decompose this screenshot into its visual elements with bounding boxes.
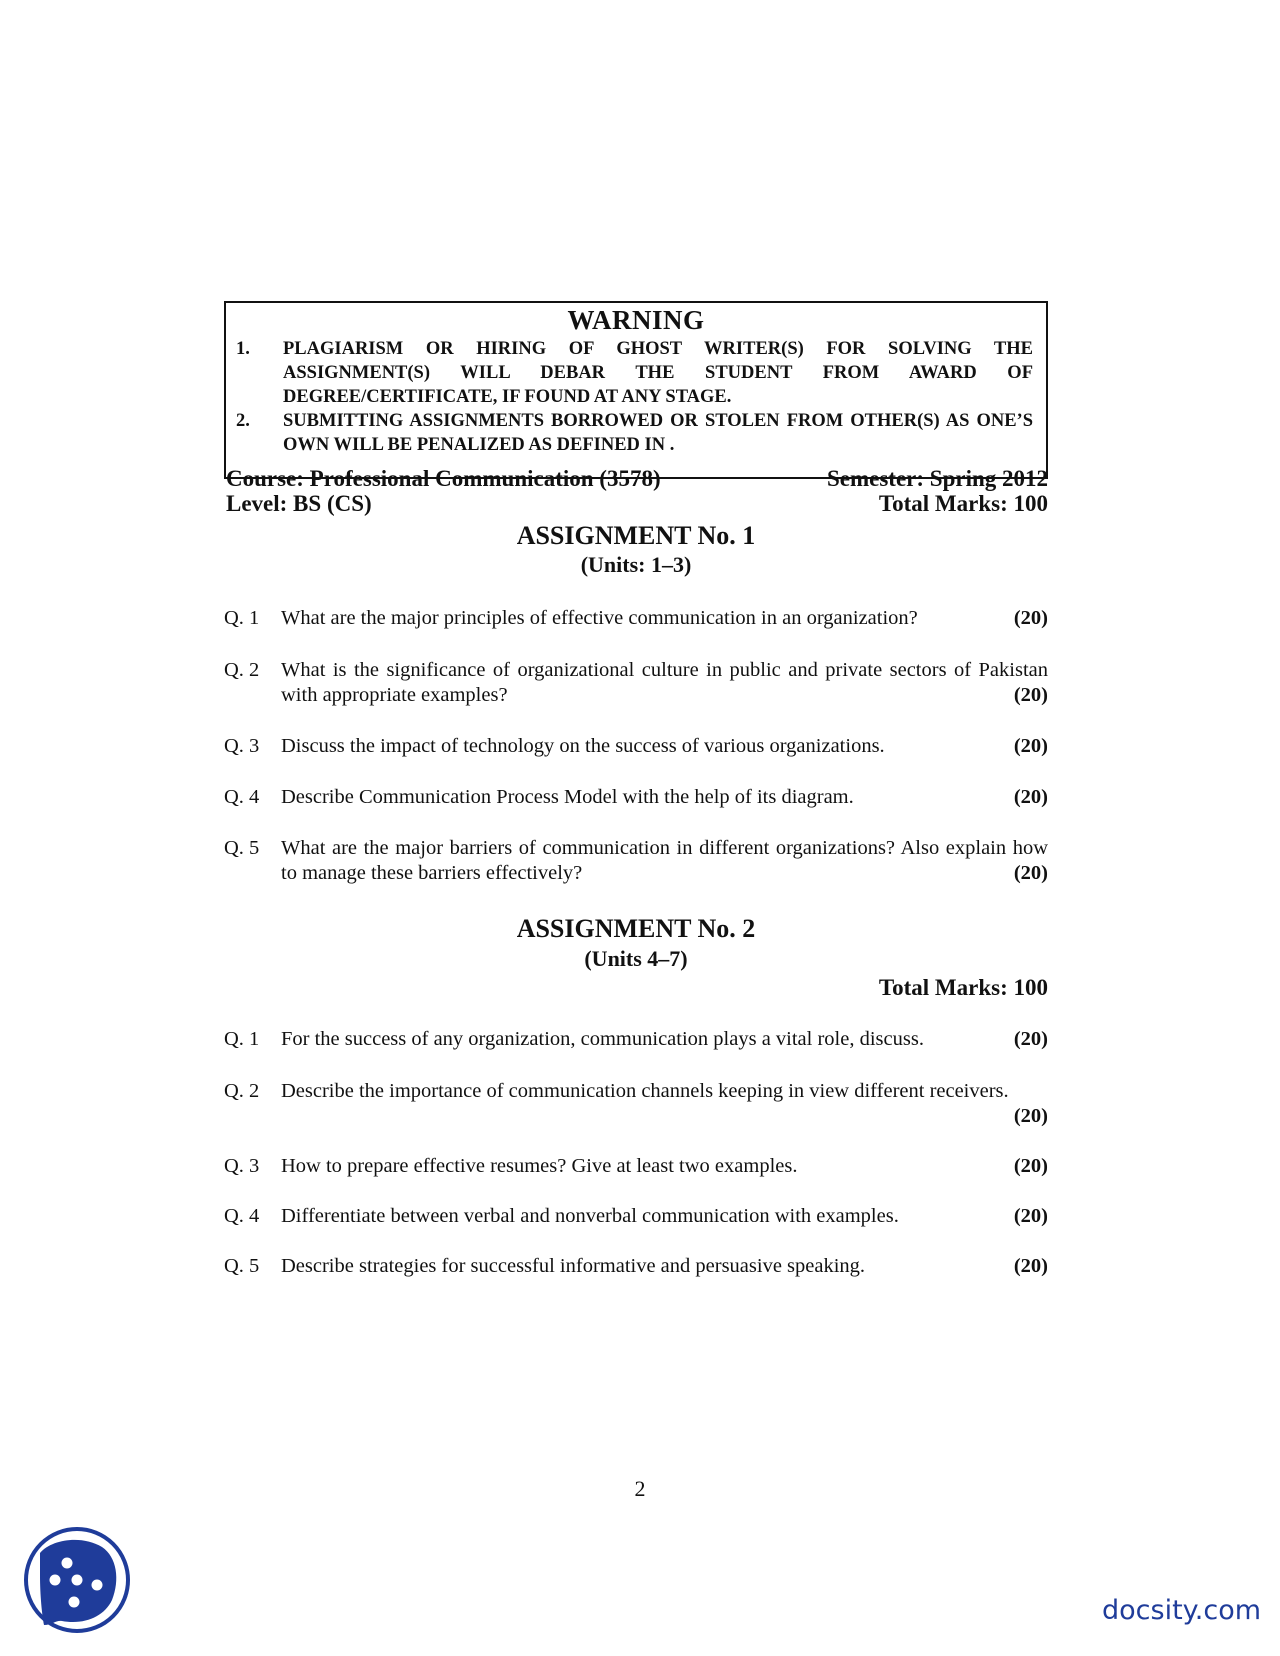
question-marks: (20) — [1013, 1255, 1048, 1277]
question-text: How to prepare effective resumes? Give at least two examples. — [281, 1155, 798, 1177]
question-number: Q. 4 — [224, 1205, 260, 1227]
question-number: Q. 3 — [224, 735, 260, 757]
question-number: Q. 3 — [224, 1155, 260, 1177]
question-number: Q. 5 — [224, 837, 260, 859]
question-text: What are the major barriers of communication in different organizations? Also explain how to manage these barriers effectively? — [281, 837, 1048, 884]
question-text: For the success of any organization, communication plays a vital role, discuss. — [281, 1028, 924, 1050]
question-text: What is the significance of organizational culture in public and private sectors of Pakistan with appropriate examples? — [281, 659, 1048, 706]
question-text: Differentiate between verbal and nonverbal communication with examples. — [281, 1205, 899, 1227]
question-number: Q. 1 — [224, 607, 260, 629]
semester: Semester: Spring 2012 — [826, 466, 1048, 491]
page-number: 2 — [634, 1476, 646, 1501]
question-marks: (20) — [1013, 684, 1048, 706]
question-number: Q. 5 — [224, 1255, 260, 1277]
question-number: Q. 2 — [224, 1080, 260, 1102]
question-number: Q. 2 — [224, 659, 260, 681]
question-marks: (20) — [1013, 862, 1048, 884]
warning-item-number: 2. — [236, 411, 250, 431]
assignment-2-total-marks: Total Marks: 100 — [878, 975, 1048, 1000]
question-marks: (20) — [1013, 735, 1048, 757]
question-text: Discuss the impact of technology on the success of various organizations. — [281, 735, 885, 757]
question-marks: (20) — [1013, 1028, 1048, 1050]
question-text: Describe the importance of communication channels keeping in view different receivers. — [281, 1080, 1009, 1102]
level: Level: BS (CS) — [226, 491, 372, 516]
course-name: Course: Professional Communication (3578) — [226, 466, 661, 491]
total-marks: Total Marks: 100 — [878, 491, 1048, 516]
question-marks: (20) — [1013, 607, 1048, 629]
question-text: Describe Communication Process Model with the help of its diagram. — [281, 786, 854, 808]
assignment-1-units: (Units: 1–3) — [580, 552, 692, 577]
warning-item-number: 1. — [236, 339, 250, 359]
question-number: Q. 4 — [224, 786, 260, 808]
warning-title: WARNING — [567, 305, 705, 335]
docsity-logo-icon[interactable] — [22, 1525, 132, 1635]
assignment-2-units: (Units 4–7) — [584, 946, 688, 971]
question-marks: (20) — [1013, 1155, 1048, 1177]
docsity-brand-link[interactable]: docsity.com — [1102, 1595, 1262, 1626]
question-number: Q. 1 — [224, 1028, 260, 1050]
question-marks: (20) — [1013, 1105, 1048, 1127]
warning-box — [224, 301, 1048, 479]
question-text: Describe strategies for successful informative and persuasive speaking. — [281, 1255, 866, 1277]
warning-item-text: PLAGIARISM OR HIRING OF GHOST WRITER(S) FOR SOLVING THE ASSIGNMENT(S) WILL DEBAR THE STUDENT FROM AWARD OF DEGREE/CERTIFICATE, IF FOUND AT ANY STAGE. — [283, 339, 1033, 407]
question-text: What are the major principles of effective communication in an organization? — [281, 607, 918, 629]
warning-item-text: SUBMITTING ASSIGNMENTS BORROWED OR STOLEN FROM OTHER(S) AS ONE’S OWN WILL BE PENALIZED AS DEFINED IN . — [283, 411, 1033, 455]
assignment-1-title: ASSIGNMENT No. 1 — [516, 521, 756, 550]
question-marks: (20) — [1013, 1205, 1048, 1227]
assignment-2-title: ASSIGNMENT No. 2 — [516, 914, 756, 943]
question-marks: (20) — [1013, 786, 1048, 808]
